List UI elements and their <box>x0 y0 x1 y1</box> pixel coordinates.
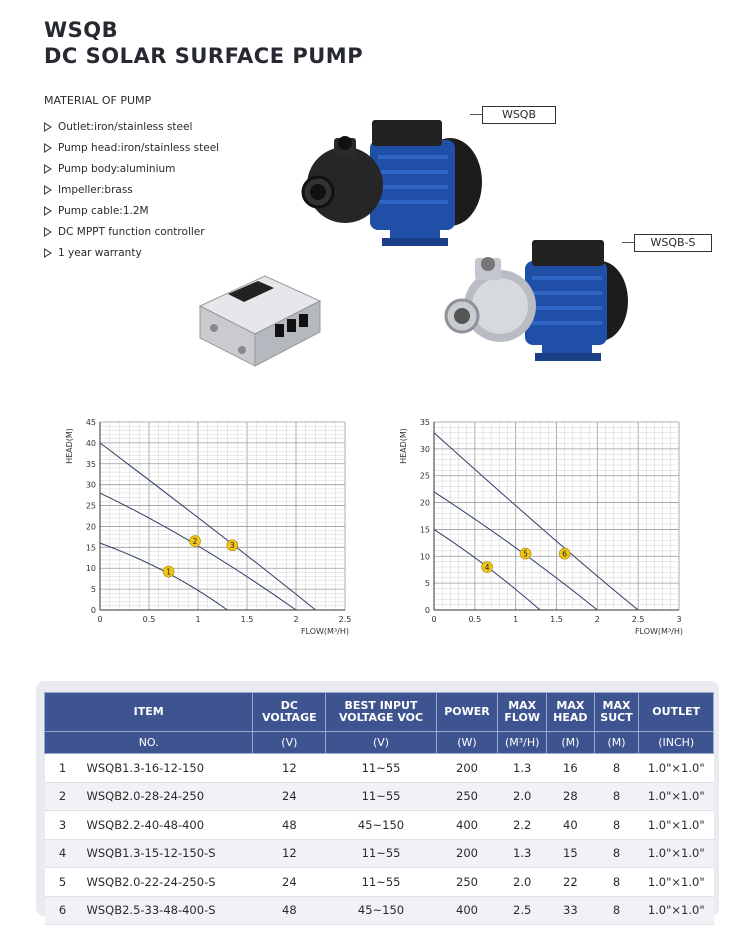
table-subheader-cell: (M) <box>594 732 639 754</box>
x-tick-label: 1 <box>513 615 519 624</box>
table-cell: WSQB2.0-22-24-250-S <box>81 868 253 897</box>
table-cell: 8 <box>594 782 639 811</box>
x-tick-label: 0 <box>97 615 103 624</box>
table-cell: 11~55 <box>326 782 436 811</box>
material-item <box>44 200 219 221</box>
performance-chart-wsqb <box>62 414 362 644</box>
table-cell: 2.2 <box>498 811 547 840</box>
material-item-label: Pump cable:1.2M <box>58 204 149 217</box>
material-item-label: DC MPPT function controller <box>58 225 205 238</box>
table-header-cell: MAX HEAD <box>547 693 594 732</box>
table-header-cell: MAX SUCT <box>594 693 639 732</box>
table-cell: WSQB1.3-16-12-150 <box>81 754 253 783</box>
table-cell: 33 <box>547 896 594 925</box>
table-cell: 6 <box>45 896 81 925</box>
table-cell: 1 <box>45 754 81 783</box>
y-tick-label: 30 <box>419 444 430 454</box>
table-row <box>45 811 714 840</box>
x-tick-label: 2.5 <box>338 615 352 624</box>
x-tick-label: 0.5 <box>468 615 482 624</box>
material-heading: MATERIAL OF PUMP <box>44 94 152 107</box>
material-item <box>44 116 219 137</box>
x-tick-label: 0 <box>431 615 437 624</box>
table-cell: 8 <box>594 896 639 925</box>
table-cell: 8 <box>594 868 639 897</box>
y-tick-label: 45 <box>85 418 96 427</box>
triangle-bullet-icon <box>44 143 52 153</box>
wsqb-pump-image <box>300 110 485 250</box>
table-cell: 2.0 <box>498 868 547 897</box>
table-cell: 4 <box>45 839 81 868</box>
table-cell: 8 <box>594 811 639 840</box>
table-cell: 200 <box>436 839 498 868</box>
table-cell: 2 <box>45 782 81 811</box>
table-header-cell: BEST INPUT VOLTAGE VOC <box>326 693 436 732</box>
table-cell: 15 <box>547 839 594 868</box>
material-item <box>44 179 219 200</box>
x-tick-label: 3 <box>676 615 682 624</box>
table-cell: 11~55 <box>326 868 436 897</box>
chart-grid <box>100 422 345 610</box>
material-item-label: 1 year warranty <box>58 246 142 259</box>
y-tick-label: 20 <box>419 498 430 508</box>
y-tick-label: 15 <box>419 525 430 535</box>
material-item <box>44 242 219 263</box>
table-cell: 48 <box>253 896 326 925</box>
table-cell: 1.0"×1.0" <box>639 839 714 868</box>
curve-marker-label-3: 3 <box>229 541 235 551</box>
table-header-cell: MAX FLOW <box>498 693 547 732</box>
material-item <box>44 221 219 242</box>
table-cell: 3 <box>45 811 81 840</box>
y-axis-label: HEAD(M) <box>65 428 74 464</box>
table-cell: 45~150 <box>326 811 436 840</box>
table-cell: 2.5 <box>498 896 547 925</box>
pump2-tag-leader <box>622 242 634 243</box>
y-tick-label: 25 <box>419 471 430 481</box>
table-cell: 48 <box>253 811 326 840</box>
pump1-tag-leader <box>470 114 482 115</box>
y-tick-label: 25 <box>85 501 96 511</box>
table-cell: 12 <box>253 754 326 783</box>
table-cell: 2.0 <box>498 782 547 811</box>
x-tick-label: 2.5 <box>631 615 645 624</box>
table-cell: 400 <box>436 896 498 925</box>
x-tick-label: 1.5 <box>240 615 254 624</box>
y-tick-label: 20 <box>85 522 96 532</box>
pump1-tag: WSQB <box>482 106 556 124</box>
performance-chart-wsqb-s <box>396 414 696 644</box>
material-item-label: Pump body:aluminium <box>58 162 176 175</box>
curve-marker-label-1: 1 <box>166 567 171 577</box>
y-tick-label: 0 <box>90 606 96 615</box>
x-tick-label: 2 <box>293 615 299 624</box>
curve-marker-label-6: 6 <box>562 549 568 559</box>
table-cell: 1.0"×1.0" <box>639 868 714 897</box>
mppt-controller-image <box>190 266 330 376</box>
x-tick-label: 1.5 <box>550 615 563 624</box>
material-item-label: Impeller:brass <box>58 183 133 196</box>
y-tick-label: 10 <box>85 564 96 574</box>
material-item <box>44 158 219 179</box>
table-cell: 200 <box>436 754 498 783</box>
triangle-bullet-icon <box>44 206 52 216</box>
y-tick-label: 35 <box>419 418 430 427</box>
table-subheader-cell: (V) <box>326 732 436 754</box>
table-cell: 5 <box>45 868 81 897</box>
table-cell: 400 <box>436 811 498 840</box>
triangle-bullet-icon <box>44 164 52 174</box>
table-cell: WSQB2.0-28-24-250 <box>81 782 253 811</box>
table-cell: 40 <box>547 811 594 840</box>
table-cell: 1.0"×1.0" <box>639 896 714 925</box>
triangle-bullet-icon <box>44 227 52 237</box>
table-header-cell: OUTLET <box>639 693 714 732</box>
material-list <box>44 116 219 263</box>
x-axis-label: FLOW(M³/H) <box>634 627 683 636</box>
table-cell: 1.0"×1.0" <box>639 782 714 811</box>
table-cell: WSQB1.3-15-12-150-S <box>81 839 253 868</box>
table-subheader-cell: NO. <box>45 732 253 754</box>
table-subheader-cell: (M) <box>547 732 594 754</box>
table-cell: 11~55 <box>326 754 436 783</box>
y-tick-label: 0 <box>424 606 430 615</box>
x-axis-label: FLOW(M³/H) <box>300 627 349 636</box>
table-cell: WSQB2.5-33-48-400-S <box>81 896 253 925</box>
triangle-bullet-icon <box>44 122 52 132</box>
table-subheader-cell: (W) <box>436 732 498 754</box>
table-cell: 250 <box>436 782 498 811</box>
table-row <box>45 754 714 783</box>
table-header-cell: POWER <box>436 693 498 732</box>
table-cell: 28 <box>547 782 594 811</box>
table-cell: 24 <box>253 868 326 897</box>
table-cell: 12 <box>253 839 326 868</box>
pump2-tag: WSQB-S <box>634 234 712 252</box>
table-row <box>45 896 714 925</box>
triangle-bullet-icon <box>44 248 52 258</box>
wsqb-s-pump-image <box>440 236 630 366</box>
table-row <box>45 868 714 897</box>
triangle-bullet-icon <box>44 185 52 195</box>
y-axis-label: HEAD(M) <box>399 428 408 464</box>
x-tick-label: 1 <box>195 615 201 624</box>
table-cell: 8 <box>594 839 639 868</box>
table-subheader-cell: (INCH) <box>639 732 714 754</box>
table-cell: 250 <box>436 868 498 897</box>
curve-marker-label-2: 2 <box>192 537 198 547</box>
y-tick-label: 40 <box>85 438 96 448</box>
y-tick-label: 10 <box>419 552 430 562</box>
table-header-cell: DC VOLTAGE <box>253 693 326 732</box>
x-tick-label: 2 <box>594 615 600 624</box>
curve-marker-label-4: 4 <box>484 563 490 573</box>
material-item <box>44 137 219 158</box>
table-subheader-cell: (M³/H) <box>498 732 547 754</box>
table-row <box>45 782 714 811</box>
table-subheader-cell: (V) <box>253 732 326 754</box>
table-cell: 8 <box>594 754 639 783</box>
table-header-cell: ITEM <box>45 693 253 732</box>
table-cell: 11~55 <box>326 839 436 868</box>
y-tick-label: 5 <box>90 585 96 595</box>
table-cell: 1.3 <box>498 839 547 868</box>
y-tick-label: 5 <box>424 579 430 589</box>
table-cell: 1.0"×1.0" <box>639 754 714 783</box>
y-tick-label: 15 <box>85 543 96 553</box>
table-cell: 22 <box>547 868 594 897</box>
y-tick-label: 35 <box>85 459 96 469</box>
curve-marker-label-5: 5 <box>523 549 528 559</box>
table-cell: 16 <box>547 754 594 783</box>
x-tick-label: 0.5 <box>142 615 156 624</box>
table-cell: 1.3 <box>498 754 547 783</box>
table-cell: 45~150 <box>326 896 436 925</box>
table-row <box>45 839 714 868</box>
spec-table <box>44 692 714 925</box>
material-item-label: Pump head:iron/stainless steel <box>58 141 220 154</box>
material-item-label: Outlet:iron/stainless steel <box>58 120 193 133</box>
table-cell: WSQB2.2-40-48-400 <box>81 811 253 840</box>
product-name-title: DC SOLAR SURFACE PUMP <box>44 44 364 68</box>
table-cell: 24 <box>253 782 326 811</box>
product-code-title: WSQB <box>44 18 119 42</box>
y-tick-label: 30 <box>85 480 96 490</box>
table-cell: 1.0"×1.0" <box>639 811 714 840</box>
